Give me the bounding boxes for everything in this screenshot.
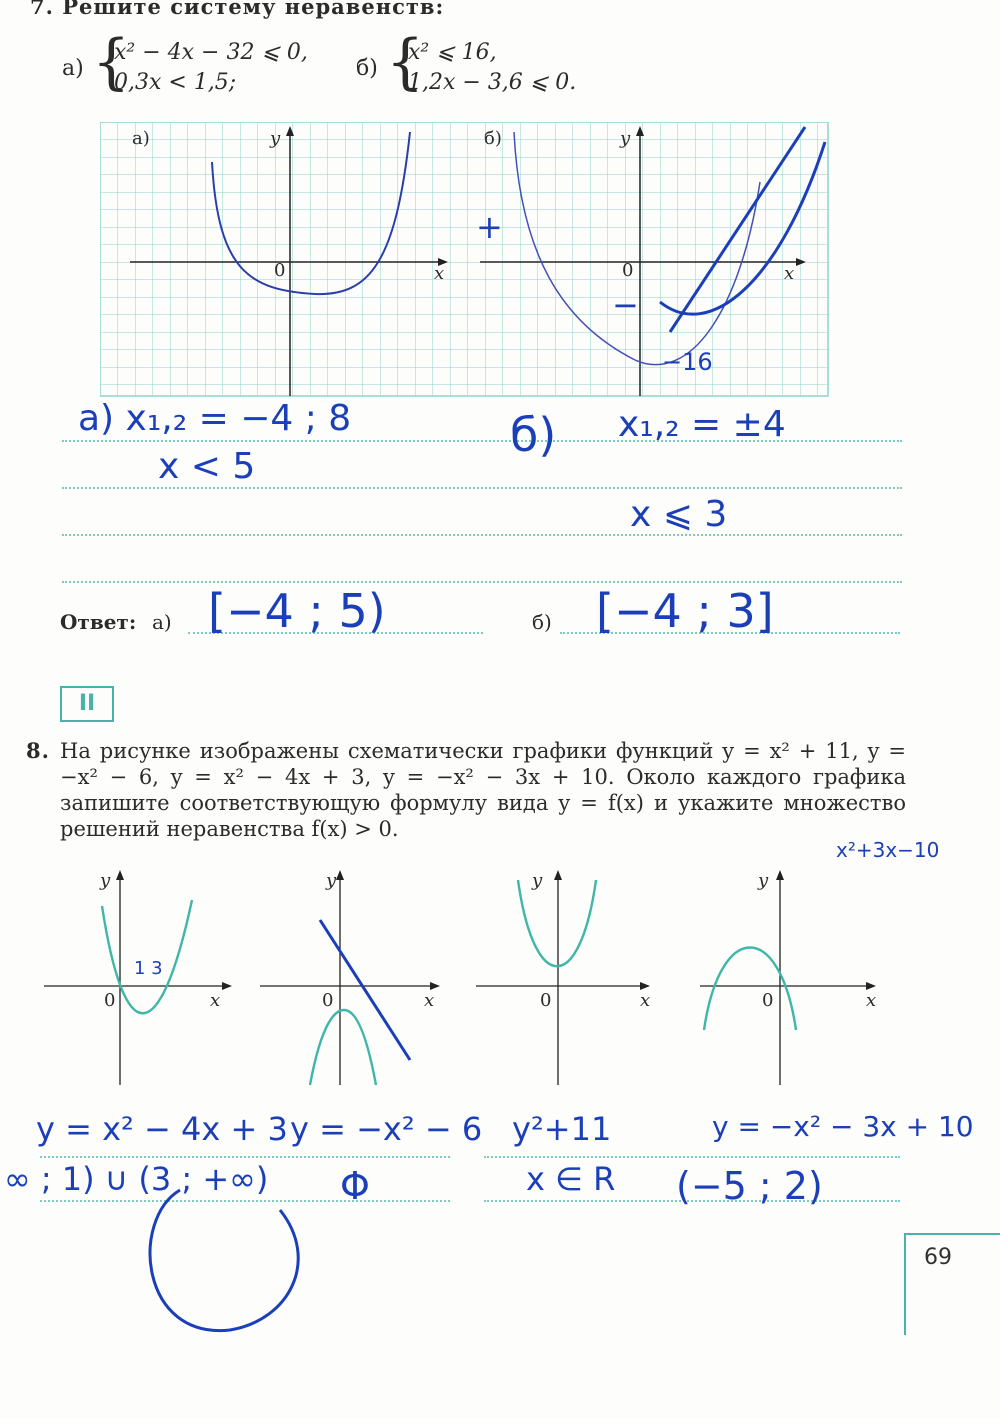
graph-b-x-label: x	[784, 263, 795, 284]
hw-formula-4: y = −x² − 3x + 10	[712, 1110, 974, 1143]
g1-x-label: x	[210, 990, 221, 1011]
graph-4-parabola	[704, 948, 796, 1031]
hw-solution-a-1: a) x₁,₂ = −4 ; 8	[78, 398, 352, 439]
graph-2-parabola	[310, 1010, 376, 1085]
solution-line-3	[62, 534, 902, 536]
brace-b: {	[386, 27, 425, 97]
g2-x-label: x	[424, 990, 435, 1011]
g3-x-label: x	[640, 990, 651, 1011]
g2-origin: 0	[322, 990, 334, 1011]
hw-solution-b-roots: x₁,₂ = ±4	[618, 404, 786, 445]
graph-a-origin: 0	[274, 260, 286, 281]
hw-formula-3: y²+11	[512, 1110, 612, 1148]
hw-formula-2: y = −x² − 6	[290, 1110, 483, 1148]
task7-header: 7. Решите систему неравенств:	[30, 0, 445, 19]
g3-origin: 0	[540, 990, 552, 1011]
hw-solution-4: (−5 ; 2)	[676, 1164, 823, 1208]
g1-y-label: y	[100, 870, 111, 891]
hw-answer-a: [−4 ; 5)	[208, 584, 386, 638]
task7-part-a-label: а)	[62, 56, 84, 81]
answer-label: Ответ:	[60, 610, 137, 634]
hw-solution-b-2: x ⩽ 3	[630, 494, 728, 535]
graph-1-parabola	[102, 900, 192, 1013]
answer-b-label: б)	[532, 610, 552, 634]
task7-grid	[100, 122, 830, 398]
g4-y-label: y	[758, 870, 769, 891]
g1-origin: 0	[104, 990, 116, 1011]
section-badge: II	[60, 686, 114, 722]
page-number: 69	[924, 1245, 952, 1270]
system-b-line2: 1,2x − 3,6 ⩽ 0.	[408, 70, 577, 95]
hw-answer-b: [−4 ; 3]	[596, 584, 774, 638]
graph-a-label: а)	[132, 128, 150, 149]
task8-number: 8.	[26, 738, 50, 763]
system-a-line2: 0,3x < 1,5;	[114, 70, 237, 95]
t8-line-2	[484, 1156, 900, 1158]
hw-solution-3: x ∈ R	[526, 1160, 616, 1198]
task7-part-b-label: б)	[356, 56, 378, 81]
hw-solution-b-label: б)	[510, 408, 557, 462]
hw-graph1-marks: 1 3	[134, 958, 163, 979]
hw-solution-a-2: x < 5	[158, 446, 256, 487]
g2-y-label: y	[326, 870, 337, 891]
graph-a-x-label: x	[434, 263, 445, 284]
hw-loop-scribble	[120, 1180, 360, 1350]
hw-formula-1: y = x² − 4x + 3	[36, 1110, 288, 1148]
graph-a-y-label: y	[270, 128, 281, 149]
g3-y-label: y	[532, 870, 543, 891]
page-number-box	[904, 1233, 1000, 1335]
graph-3	[476, 870, 650, 1085]
t8-line-1	[40, 1156, 450, 1158]
system-b-line1: x² ⩽ 16,	[408, 40, 497, 65]
g4-origin: 0	[762, 990, 774, 1011]
task8-graphs	[40, 860, 890, 1090]
graph-b-origin: 0	[622, 260, 634, 281]
graph-2	[260, 870, 440, 1085]
task8-text: На рисунке изображены схематически графики функций y = x² + 11, y = −x² − 6, y = x² − 4x + 3, y = −x² − 3x + 10. Около каждого графика запишите соответствующую формулу вида y = f(x) и укажите множество решений неравенства f(x) > 0.	[60, 739, 906, 841]
brace-a: {	[92, 27, 131, 97]
g4-x-label: x	[866, 990, 877, 1011]
answer-a-label: а)	[152, 610, 172, 634]
graph-4	[700, 870, 876, 1085]
task7-system-a	[92, 27, 308, 98]
graph-b-y-label: y	[620, 128, 631, 149]
task7-system-b	[386, 27, 577, 98]
hw-solution-1: ∞ ; 1) ∪ (3 ; +∞)	[4, 1160, 269, 1198]
hw-plus-sign: +	[476, 208, 503, 246]
graph-b-label: б)	[484, 128, 502, 149]
hw-minus16: −16	[662, 348, 713, 376]
graph-3-parabola	[518, 880, 596, 966]
solution-line-2	[62, 487, 902, 489]
system-a-line1: x² − 4x − 32 ⩽ 0,	[114, 40, 308, 65]
solution-line-4	[62, 581, 902, 583]
hw-note-top-right: x²+3x−10	[836, 838, 940, 862]
hw-solution-2: Φ	[340, 1164, 370, 1208]
hw-minus-sign: −	[612, 286, 639, 324]
